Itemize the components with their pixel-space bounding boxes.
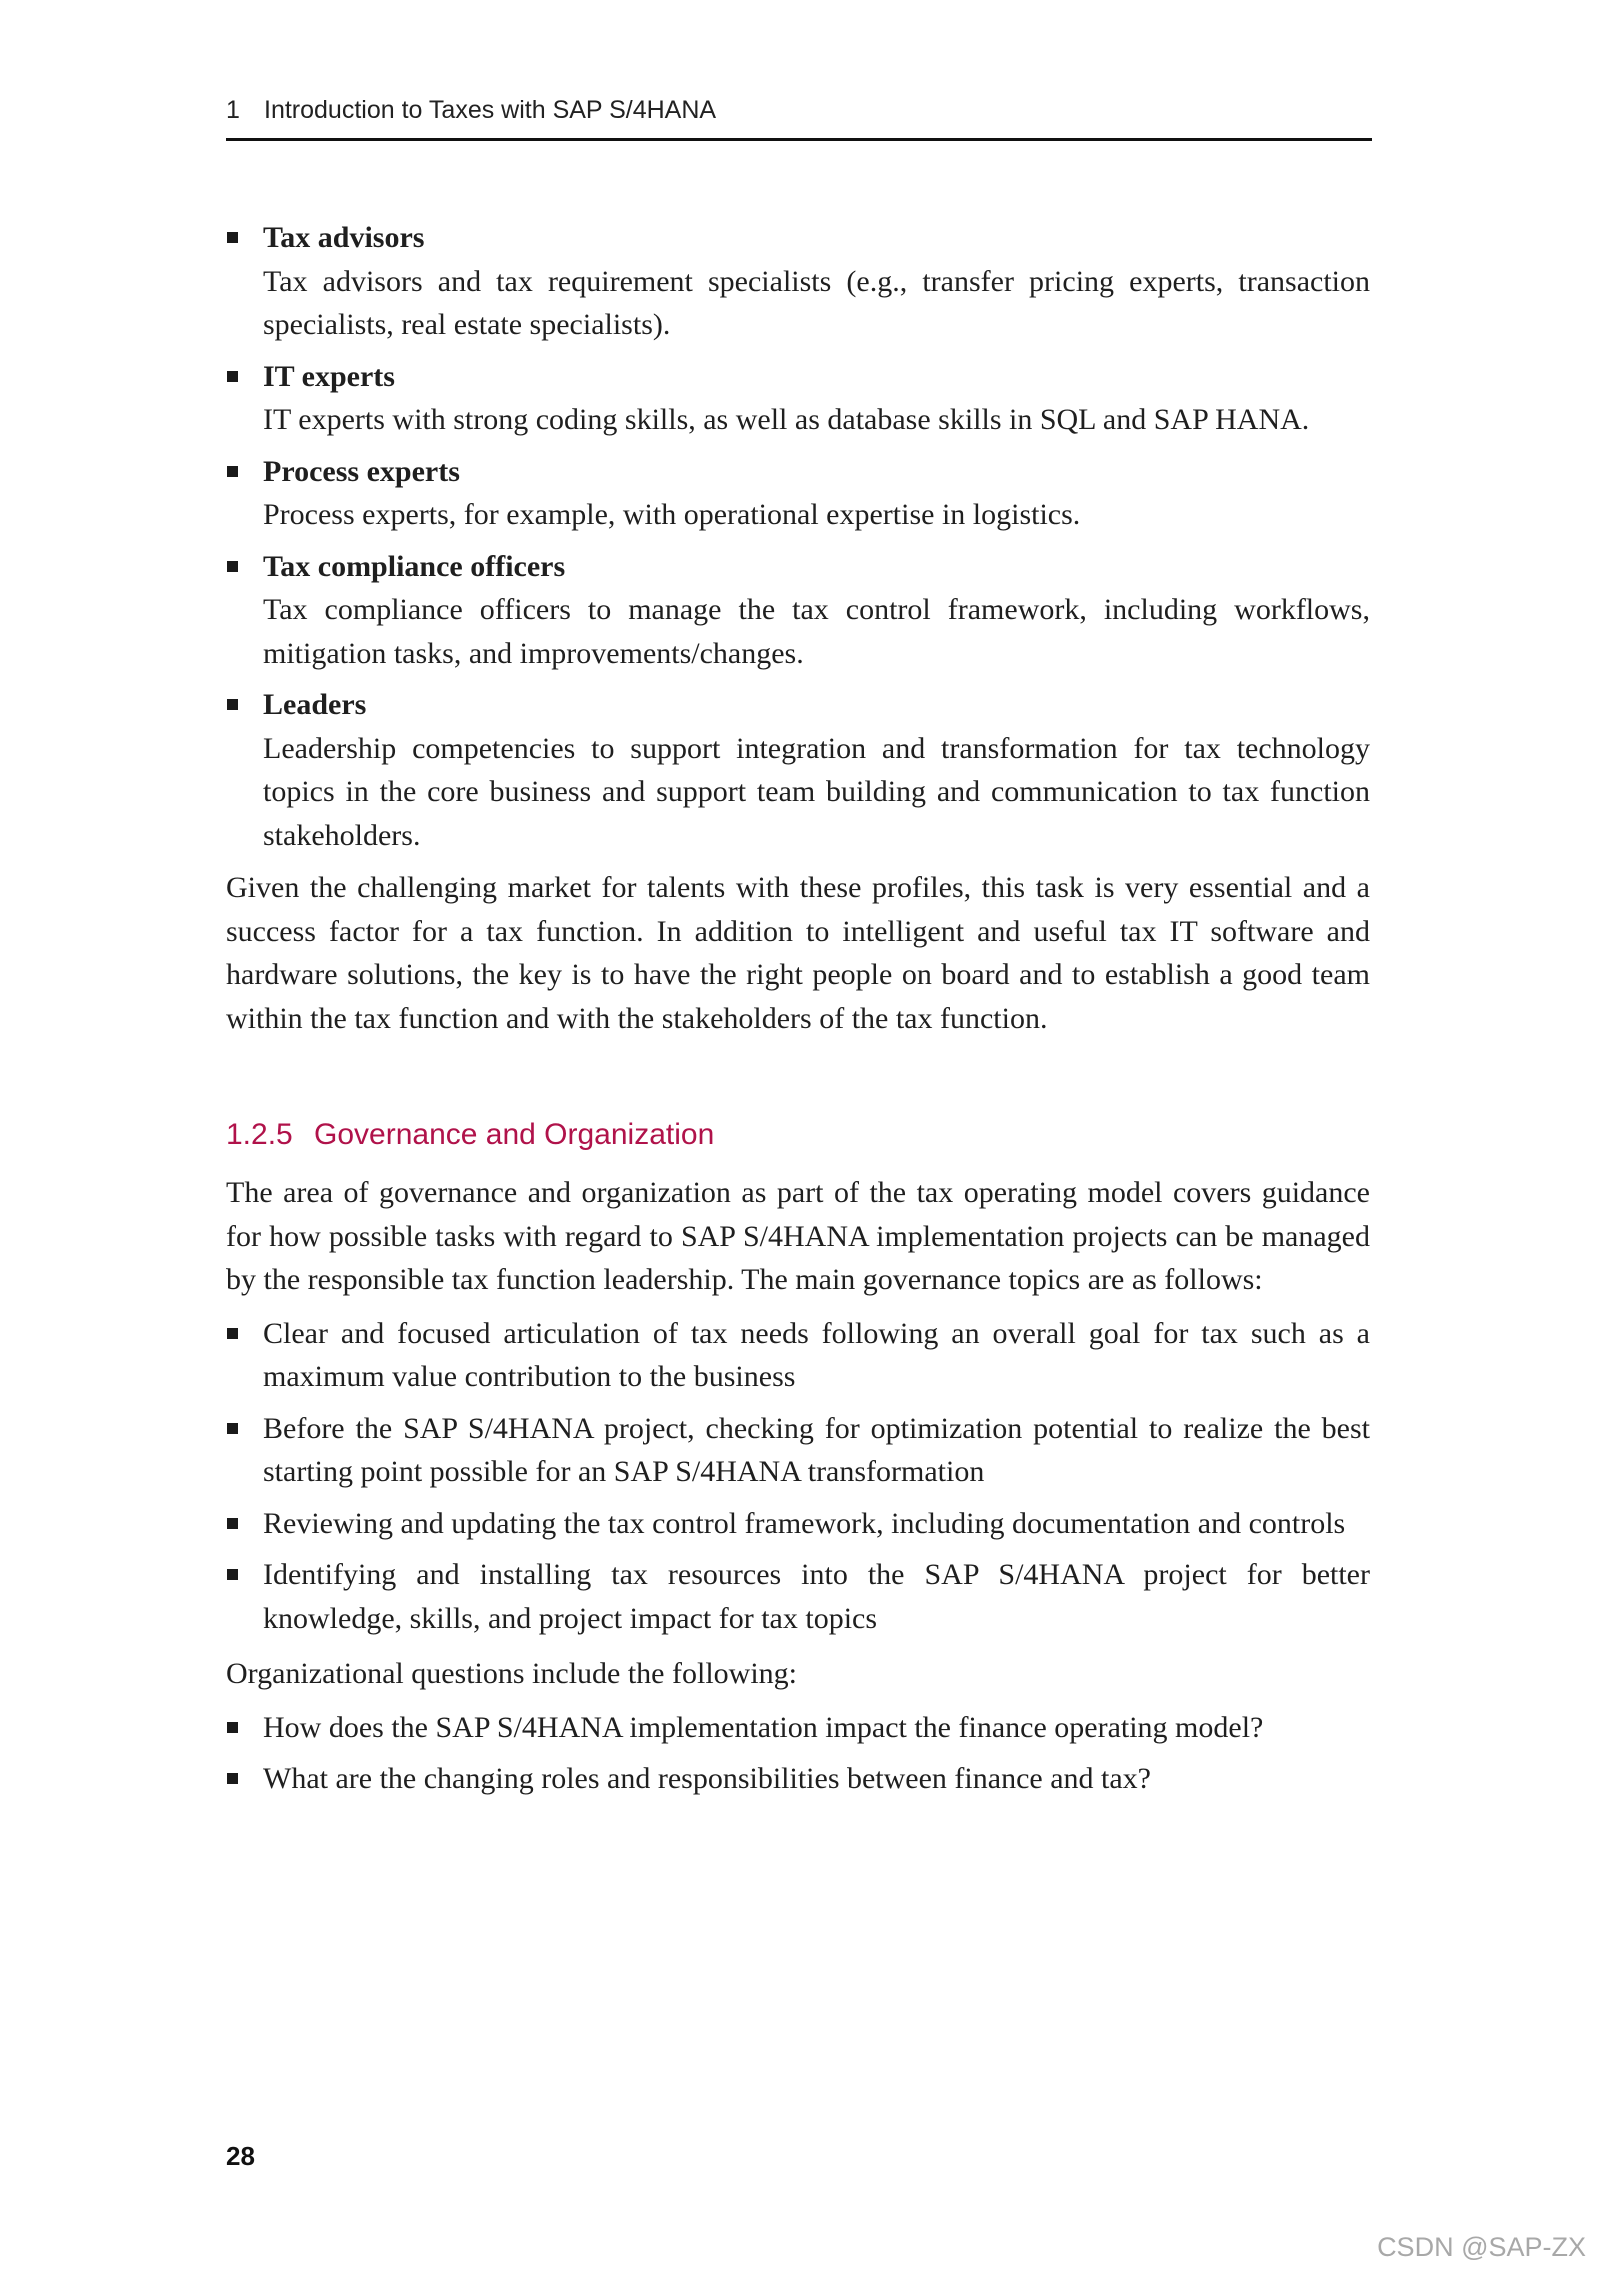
list-item-description: Tax advisors and tax requirement specialists (e.g., transfer pricing experts, transaction specialists, real estate specialists). bbox=[263, 264, 1370, 341]
list-item bbox=[226, 683, 1370, 857]
list-item bbox=[226, 450, 1370, 537]
list-item-description: Process experts, for example, with operational expertise in logistics. bbox=[263, 498, 1081, 531]
list-item-description: IT experts with strong coding skills, as well as database skills in SQL and SAP HANA. bbox=[263, 403, 1310, 436]
list-item-description: Tax compliance officers to manage the tax control framework, including workflows, mitigation tasks, and improvements/changes. bbox=[263, 593, 1370, 670]
list-item bbox=[226, 355, 1370, 442]
chapter-title: Introduction to Taxes with SAP S/4HANA bbox=[264, 96, 717, 124]
chapter-number: 1 bbox=[226, 96, 240, 124]
list-item-term: IT experts bbox=[263, 359, 395, 393]
list-item bbox=[226, 216, 1370, 347]
page-content bbox=[226, 216, 1370, 1809]
paragraph-org-questions: Organizational questions include the following: bbox=[226, 1657, 797, 1690]
page-number: 28 bbox=[226, 2141, 255, 2171]
list-item: Identifying and installing tax resources into the SAP S/4HANA project for better knowledge, skills, and project impact for tax topics bbox=[226, 1553, 1370, 1640]
list-item-term: Tax advisors bbox=[263, 221, 425, 254]
section-number: 1.2.5 bbox=[226, 1118, 293, 1151]
section-title: Governance and Organization bbox=[314, 1118, 715, 1151]
running-header bbox=[226, 96, 1372, 125]
paragraph-talents: Given the challenging market for talents with these profiles, this task is very essential and a success factor for a tax function. In addition to intelligent and useful tax IT software and hardware solutions, the key is to have the right people on board and to establish a good team within the tax function and with the stakeholders of the tax function. bbox=[226, 871, 1370, 1035]
list-item: Reviewing and updating the tax control framework, including documentation and controls bbox=[226, 1502, 1370, 1546]
watermark: CSDN @SAP-ZX bbox=[1377, 2232, 1586, 2262]
list-item: How does the SAP S/4HANA implementation impact the finance operating model? bbox=[226, 1706, 1370, 1750]
section-heading bbox=[226, 1115, 1370, 1155]
header-divider bbox=[226, 138, 1372, 141]
org-questions-list bbox=[226, 1706, 1370, 1801]
list-item-description: Leadership competencies to support integration and transformation for tax technology topics in the core business and support team building and communication to tax function stakeholders. bbox=[263, 731, 1370, 852]
roles-list bbox=[226, 216, 1370, 857]
list-item-term: Leaders bbox=[263, 688, 367, 721]
list-item bbox=[226, 545, 1370, 676]
list-item: What are the changing roles and responsibilities between finance and tax? bbox=[226, 1757, 1370, 1801]
governance-topics-list bbox=[226, 1312, 1370, 1641]
list-item: Clear and focused articulation of tax needs following an overall goal for tax such as a maximum value contribution to the business bbox=[226, 1312, 1370, 1399]
paragraph-governance: The area of governance and organization as part of the tax operating model covers guidance for how possible tasks with regard to SAP S/4HANA implementation projects can be managed by the responsible tax function leadership. The main governance topics are as follows: bbox=[226, 1176, 1370, 1296]
list-item-term: Process experts bbox=[263, 454, 460, 488]
list-item-term: Tax compliance officers bbox=[263, 549, 566, 583]
list-item: Before the SAP S/4HANA project, checking for optimization potential to realize the best starting point possible for an SAP S/4HANA transformation bbox=[226, 1407, 1370, 1494]
